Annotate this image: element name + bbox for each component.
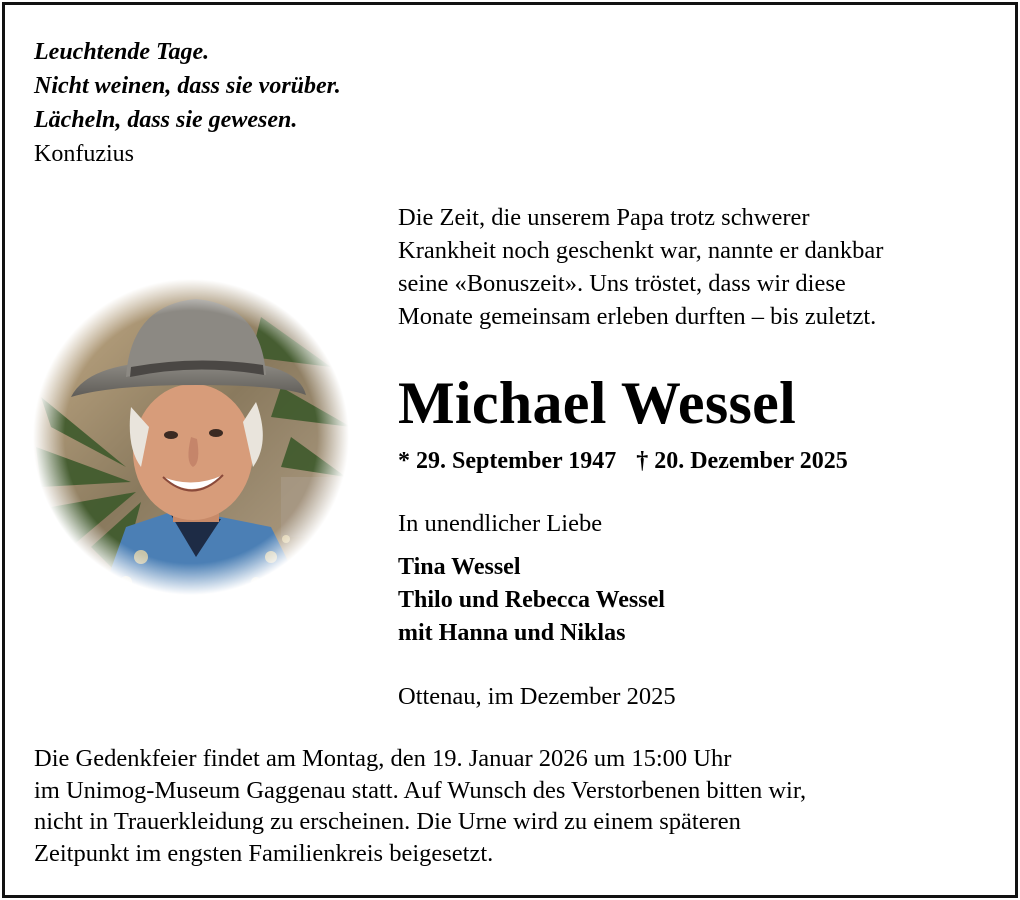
intro-line: seine «Bonuszeit». Uns tröstet, dass wir diese <box>398 270 846 297</box>
mourner-name: Thilo und Rebecca Wessel <box>398 587 665 613</box>
ceremony-line: im Unimog-Museum Gaggenau statt. Auf Wunsch des Verstorbenen bitten wir, <box>34 776 807 804</box>
mourners-intro: In unendlicher Liebe <box>398 510 603 537</box>
ceremony-line: nicht in Trauerkleidung zu erscheinen. Die Urne wird zu einem späteren <box>34 808 741 835</box>
life-dates <box>398 445 848 477</box>
quote-line: Nicht weinen, dass sie vorüber. <box>34 73 341 99</box>
deceased-name: Michael Wessel <box>398 370 797 436</box>
intro-line: Krankheit noch geschenkt war, nannte er dankbar <box>398 237 884 264</box>
intro-line: Die Zeit, die unserem Papa trotz schwerer <box>398 204 810 231</box>
quote-block <box>34 35 341 171</box>
quote-author: Konfuzius <box>34 141 134 167</box>
intro-line: Monate gemeinsam erleben durften – bis zuletzt. <box>398 303 877 330</box>
ceremony-line: Die Gedenkfeier findet am Montag, den 19. Januar 2026 um 15:00 Uhr <box>34 745 732 772</box>
mourner-name: Tina Wessel <box>398 554 521 580</box>
birth-date: * 29. September 1947 <box>398 448 617 474</box>
mourners-names <box>398 551 665 650</box>
ceremony-text <box>34 743 994 869</box>
obituary-frame <box>2 2 1018 898</box>
mourner-name: mit Hanna und Niklas <box>398 620 626 646</box>
quote-line: Leuchtende Tage. <box>34 39 210 65</box>
place-date: Ottenau, im Dezember 2025 <box>398 683 676 710</box>
ceremony-line: Zeitpunkt im engsten Familienkreis beigesetzt. <box>34 839 494 867</box>
portrait-photo <box>31 277 351 597</box>
quote-line: Lächeln, dass sie gewesen. <box>34 107 298 133</box>
intro-text <box>398 201 998 333</box>
death-date: † 20. Dezember 2025 <box>636 448 848 474</box>
